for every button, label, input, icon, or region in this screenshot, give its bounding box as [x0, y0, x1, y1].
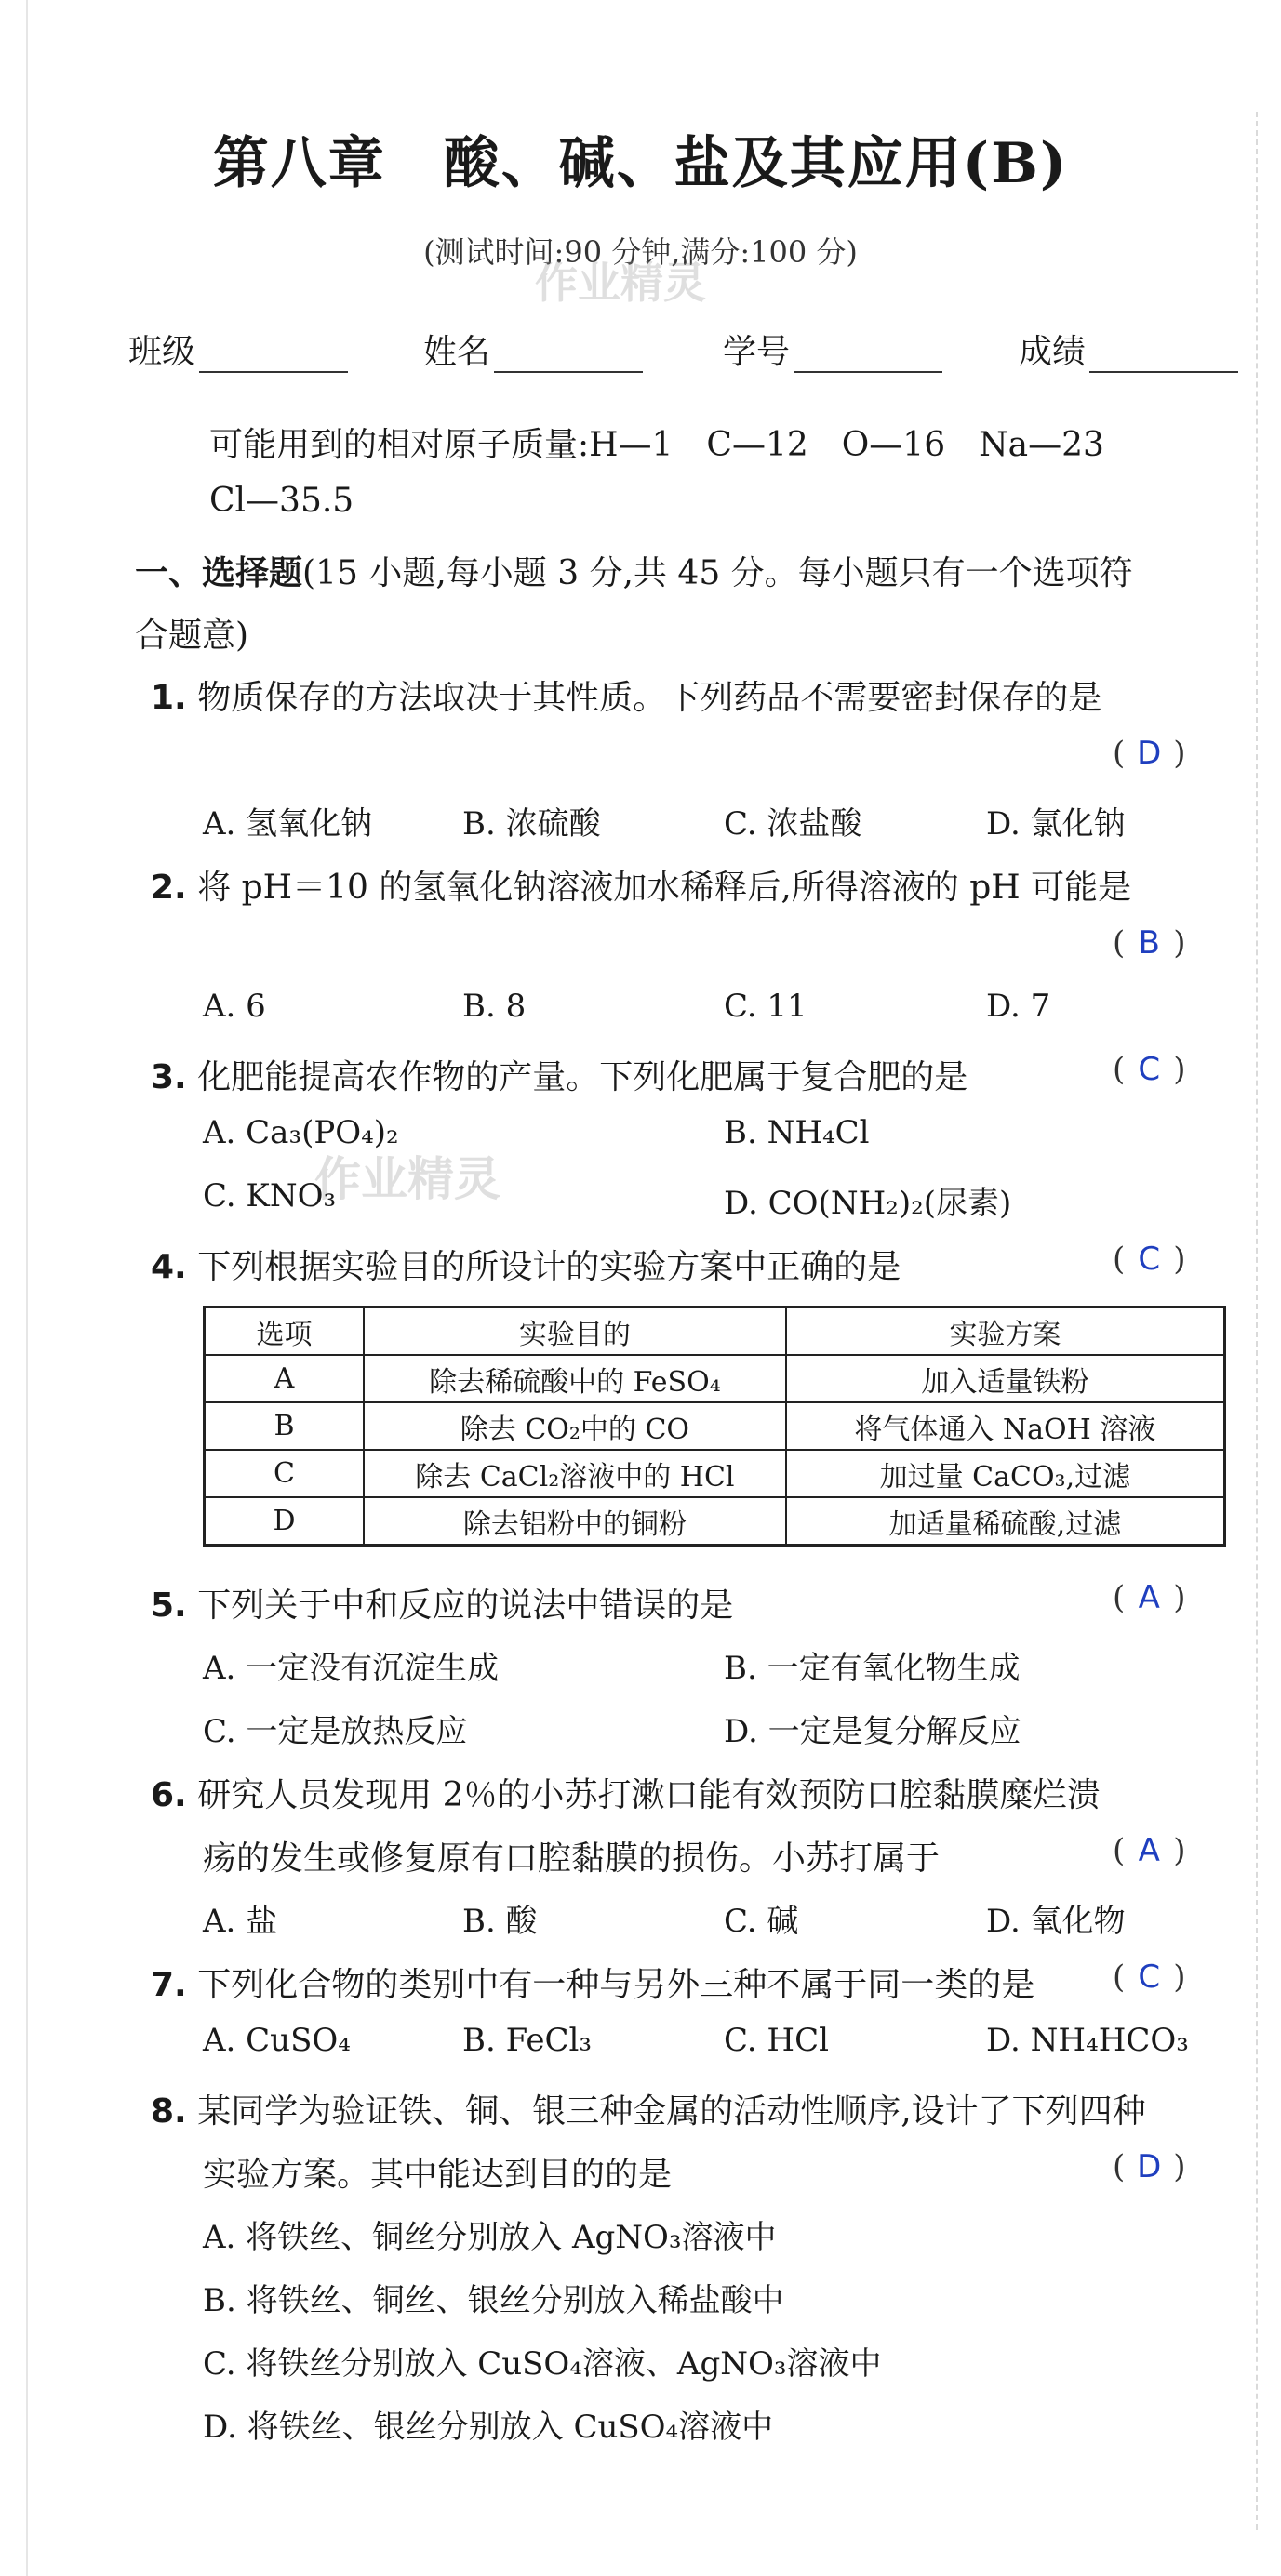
option-8d: D. 将铁丝、银丝分别放入 CuSO₄溶液中	[203, 2409, 774, 2446]
question-6: 6. 研究人员发现用 2％的小苏打漱口能有效预防口腔黏膜糜烂溃	[151, 1776, 1101, 1814]
page-title: 第八章 酸、碱、盐及其应用(B)	[212, 131, 1069, 196]
binding-dashed-line	[1256, 112, 1258, 2530]
atomic-mass-line: Cl—35.5	[209, 482, 354, 520]
answer-8: ( D )	[1113, 2148, 1186, 2185]
option-2a: A. 6	[203, 988, 266, 1025]
question-6-cont: 疡的发生或修复原有口腔黏膜的损伤。小苏打属于	[203, 1839, 941, 1878]
option-6d: D. 氧化物	[986, 1903, 1126, 1940]
table-cell: 加适量稀硫酸,过滤	[786, 1497, 1225, 1546]
option-2b: B. 8	[462, 988, 527, 1025]
option-8a: A. 将铁丝、铜丝分别放入 AgNO₃溶液中	[203, 2219, 777, 2256]
experiment-table	[203, 1306, 1226, 1547]
question-3: 3. 化肥能提高农作物的产量。下列化肥属于复合肥的是	[151, 1058, 968, 1096]
table-cell: 将气体通入 NaOH 溶液	[786, 1402, 1225, 1450]
question-1: 1. 物质保存的方法取决于其性质。下列药品不需要密封保存的是	[151, 679, 1102, 717]
table-header: 实验方案	[786, 1308, 1225, 1356]
table-row	[205, 1450, 1225, 1497]
section-heading-cont: 合题意)	[135, 617, 249, 655]
option-3c: C. KNO₃	[203, 1177, 337, 1215]
answer-6: ( A )	[1113, 1832, 1186, 1869]
student-id-field[interactable]: 学号	[723, 325, 942, 373]
table-row	[205, 1355, 1225, 1402]
table-header: 选项	[205, 1308, 365, 1356]
watermark: 作业精灵	[314, 1152, 500, 1206]
option-7d: D. NH₄HCO₃	[986, 2022, 1189, 2059]
table-cell: 除去铝粉中的铜粉	[364, 1497, 786, 1546]
option-2c: C. 11	[724, 988, 807, 1025]
answer-1: ( D )	[1113, 735, 1186, 772]
table-cell: 除去稀硫酸中的 FeSO₄	[364, 1355, 786, 1402]
answer-7: ( C )	[1113, 1959, 1186, 1996]
name-field[interactable]: 姓名	[423, 325, 643, 373]
option-3a: A. Ca₃(PO₄)₂	[203, 1114, 399, 1151]
question-8: 8. 某同学为验证铁、铜、银三种金属的活动性顺序,设计了下列四种	[151, 2092, 1146, 2131]
answer-2: ( B )	[1113, 924, 1186, 962]
option-5a: A. 一定没有沉淀生成	[203, 1650, 500, 1687]
table-cell: 除去 CaCl₂溶液中的 HCl	[364, 1450, 786, 1497]
atomic-mass-line: 可能用到的相对原子质量:H—1 C—12 O—16 Na—23	[209, 426, 1104, 464]
table-row	[205, 1402, 1225, 1450]
table-header: 实验目的	[364, 1308, 786, 1356]
class-field[interactable]: 班级	[128, 325, 348, 373]
option-2d: D. 7	[986, 988, 1051, 1025]
question-8-cont: 实验方案。其中能达到目的的是	[203, 2156, 673, 2194]
table-cell: B	[205, 1402, 365, 1450]
answer-4: ( C )	[1113, 1241, 1186, 1278]
option-7a: A. CuSO₄	[203, 2022, 351, 2059]
table-cell: C	[205, 1450, 365, 1497]
option-5d: D. 一定是复分解反应	[724, 1713, 1021, 1750]
table-cell: A	[205, 1355, 365, 1402]
option-8b: B. 将铁丝、铜丝、银丝分别放入稀盐酸中	[203, 2282, 784, 2319]
section-heading: 一、选择题(15 小题,每小题 3 分,共 45 分。每小题只有一个选项符	[135, 554, 1133, 592]
table-cell: 加过量 CaCO₃,过滤	[786, 1450, 1225, 1497]
option-1a: A. 氢氧化钠	[203, 805, 373, 843]
option-6a: A. 盐	[203, 1903, 278, 1940]
question-5: 5. 下列关于中和反应的说法中错误的是	[151, 1587, 734, 1625]
answer-5: ( A )	[1113, 1579, 1186, 1616]
question-4: 4. 下列根据实验目的所设计的实验方案中正确的是	[151, 1248, 901, 1286]
table-header-row	[205, 1308, 1225, 1356]
watermark: 作业精灵	[535, 258, 706, 308]
option-3b: B. NH₄Cl	[724, 1114, 870, 1151]
score-field[interactable]: 成绩	[1019, 325, 1238, 373]
question-7: 7. 下列化合物的类别中有一种与另外三种不属于同一类的是	[151, 1966, 1035, 2004]
table-cell: 加入适量铁粉	[786, 1355, 1225, 1402]
answer-3: ( C )	[1113, 1051, 1186, 1088]
option-1c: C. 浓盐酸	[724, 805, 862, 843]
option-3d: D. CO(NH₂)₂(尿素)	[724, 1185, 1012, 1222]
question-2: 2. 将 pH＝10 的氢氧化钠溶液加水稀释后,所得溶液的 pH 可能是	[151, 869, 1132, 907]
option-5c: C. 一定是放热反应	[203, 1713, 468, 1750]
option-7c: C. HCl	[724, 2022, 829, 2059]
table-row	[205, 1497, 1225, 1546]
page-edge-line	[26, 0, 28, 2576]
table-cell: 除去 CO₂中的 CO	[364, 1402, 786, 1450]
option-1d: D. 氯化钠	[986, 805, 1126, 843]
option-6b: B. 酸	[462, 1903, 538, 1940]
option-8c: C. 将铁丝分别放入 CuSO₄溶液、AgNO₃溶液中	[203, 2345, 882, 2383]
option-5b: B. 一定有氧化物生成	[724, 1650, 1021, 1687]
test-info: (测试时间:90 分钟,满分:100 分)	[423, 234, 858, 270]
option-6c: C. 碱	[724, 1903, 799, 1940]
table-cell: D	[205, 1497, 365, 1546]
option-1b: B. 浓硫酸	[462, 805, 601, 843]
option-7b: B. FeCl₃	[462, 2022, 592, 2059]
